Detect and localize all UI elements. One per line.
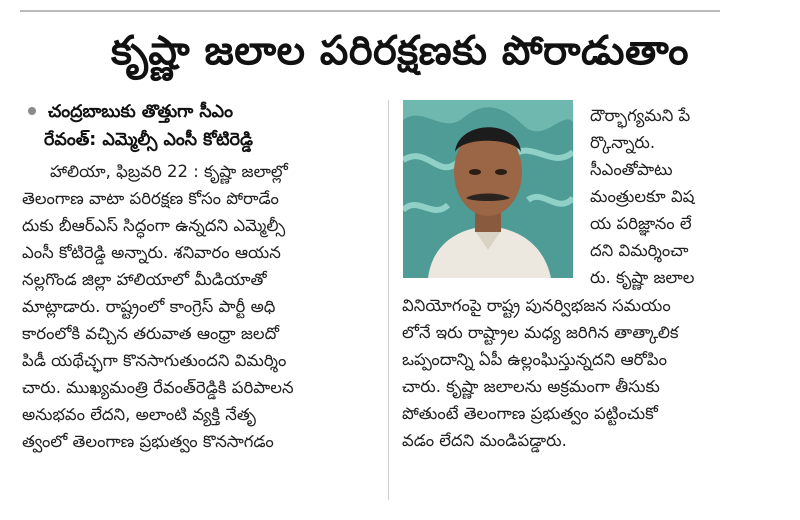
story-line: తెలంగాణ వాటా పరిరక్షణ కోసం పోరాడేం [22,189,279,208]
story-line: సీఎంతోపాటు [590,160,673,179]
story-line: పోతుంటే తెలంగాణ ప్రభుత్వం పట్టించుకో [402,404,658,423]
right-column-bottom [402,292,782,454]
subheading [22,98,382,154]
story-line: హాలియా, ఫిబ్రవరి 22 : కృష్ణా జలాల్లో [50,162,288,181]
story-line: అనుభవం లేదని, అలాంటి వ్యక్తి నేతృ [22,405,256,424]
story-line: త్వంలో తెలంగాణ ప్రభుత్వం కొనసాగడం [22,432,274,451]
story-line: ఎంసీ కోటిరెడ్డి అన్నారు. శనివారం ఆయన [22,243,281,262]
column-divider [388,100,389,500]
story-line: పిడీ యథేచ్ఛగా కొనసాగుతుందని విమర్శిం [22,351,287,370]
headline: కృష్ణా జలాల పరిరక్షణకు పోరాడుతాం [110,28,690,74]
story-line: ఒప్పందాన్ని ఏపీ ఉల్లంఘిస్తున్నదని ఆరోపిం [402,350,667,369]
right-column-top [590,102,780,291]
story-line: చారు. ముఖ్యమంత్రి రేవంత్‌రెడ్డికి పరిపాలన [22,378,294,397]
story-line: లోనే ఇరు రాష్ట్రాల మధ్య జరిగిన తాత్కాలిక [402,323,679,342]
story-line: చారు. కృష్ణా జలాలను అక్రమంగా తీసుకు [402,377,660,396]
story-line: ర్కొన్నారు. [590,133,656,152]
subheading-line-2: రేవంత్: ఎమ్మెల్సీ ఎంసీ కోటిరెడ్డి [44,130,253,150]
story-line: వినియోగంపై రాష్ట్ర పునర్విభజన సమయం [402,296,671,315]
story-left [22,158,382,455]
portrait-photo [403,100,573,278]
story-line: వడం లేదని మండిపడ్డారు. [402,431,567,450]
story-line: య పరిజ్ఞానం లే [590,214,692,233]
story-line: రు. కృష్ణా జలాల [590,268,695,287]
story-line: దని విమర్శించా [590,241,689,260]
left-column [22,98,382,455]
story-line: నల్లగొండ జిల్లా హాలియాలో మీడియాతో [22,270,267,289]
top-rule [20,10,720,12]
story-line: మంత్రులకూ విష [590,187,695,206]
bullet-icon [28,107,36,115]
story-line: మాట్లాడారు. రాష్ట్రంలో కాంగ్రెస్ పార్టీ అధి [22,297,276,316]
story-line: కారంలోకి వచ్చిన తరువాత ఆంధ్రా జలదో [22,324,279,343]
subheading-line-1: చంద్రబాబుకు తొత్తుగా సీఎం [48,102,233,122]
story-line: దుకు బీఆర్ఎస్ సిద్ధంగా ఉన్నదని ఎమ్మెల్సీ [22,216,286,235]
portrait-illustration [403,100,573,278]
story-line: దౌర్భాగ్యమని పే [590,106,691,125]
